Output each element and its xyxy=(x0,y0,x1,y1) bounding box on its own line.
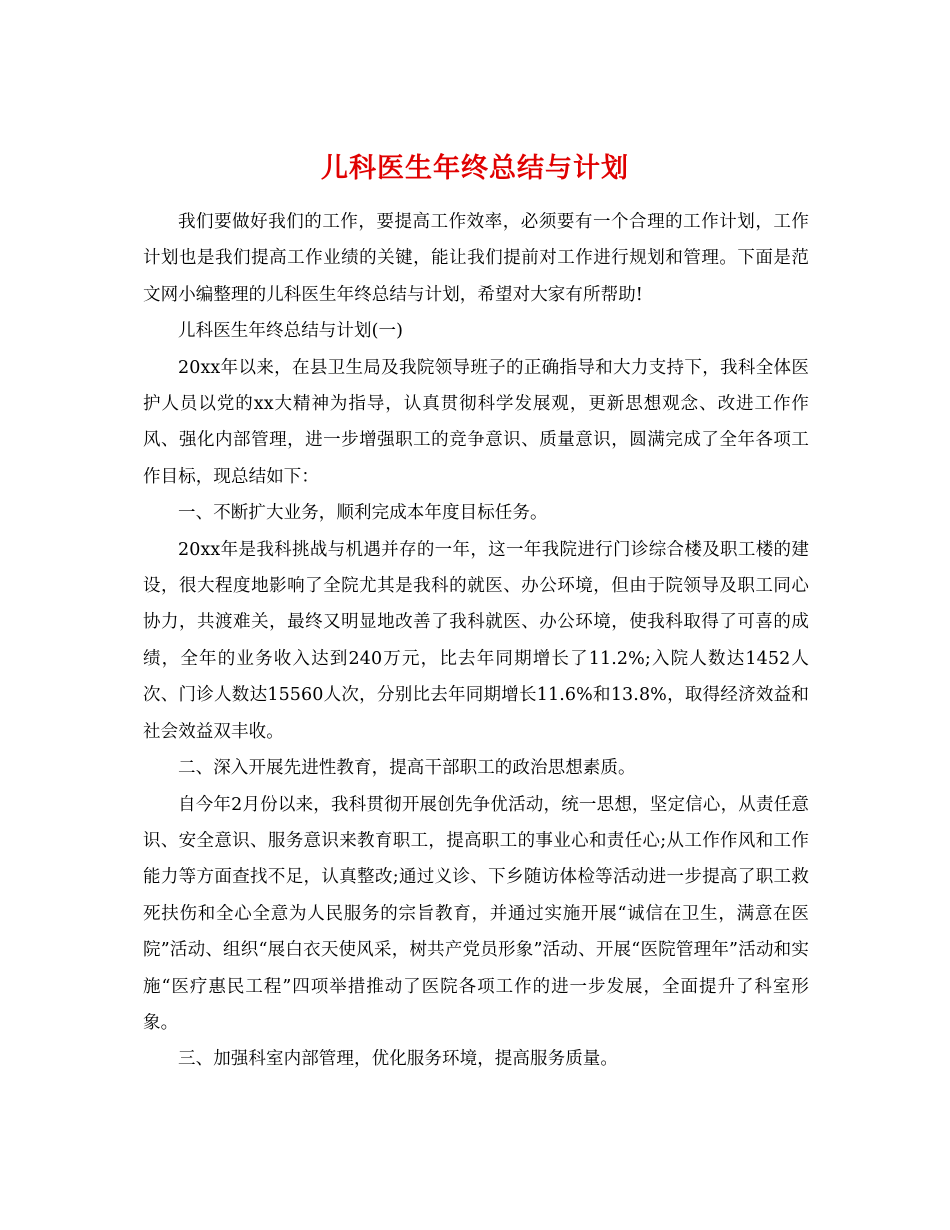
item-heading-3: 三、加强科室内部管理，优化服务环境，提高服务质量。 xyxy=(178,1049,618,1070)
summary-paragraph: 20xx年以来，在县卫生局及我院领导班子的正确指导和大力支持下，我科全体医护人员以党的xx大精神为指导，认真贯彻科学发展观，更新思想观念、改进工作作风、强化内部管理，进一步增强职工的竞争意识、质量意识，圆满完成了全年各项工作目标，现总结如下： xyxy=(143,357,809,487)
item-paragraph-1: 20xx年是我科挑战与机遇并存的一年，这一年我院进行门诊综合楼及职工楼的建设，很大程度地影响了全院尤其是我科的就医、办公环境，但由于院领导及职工同心协力，共渡难关，最终又明显地改善了我科就医、办公环境，使我科取得了可喜的成绩，全年的业务收入达到240万元，比去年同期增长了11.2%;入院人数达1452人次、门诊人数达15560人次，分别比去年同期增长11.6%和13.8%，取得经济效益和社会效益双丰收。 xyxy=(143,539,809,742)
section-heading: 儿科医生年终总结与计划(一) xyxy=(178,321,404,342)
item-paragraph-2: 自今年2月份以来，我科贯彻开展创先争优活动，统一思想，坚定信心，从责任意识、安全意识、服务意识来教育职工，提高职工的事业心和责任心;从工作作风和工作能力等方面查找不足，认真整改;通过义诊、下乡随访体检等活动进一步提高了职工救死扶伤和全心全意为人民服务的宗旨教育，并通过实施开展“诚信在卫生，满意在医院”活动、组织“展白衣天使风采，树共产党员形象”活动、开展“医院管理年”活动和实施“医疗惠民工程”四项举措推动了医院各项工作的进一步发展，全面提升了科室形象。 xyxy=(143,794,809,1033)
intro-paragraph: 我们要做好我们的工作，要提高工作效率，必须要有一个合理的工作计划，工作计划也是我们提高工作业绩的关键，能让我们提前对工作进行规划和管理。下面是范文网小编整理的儿科医生年终总结与计划，希望对大家有所帮助! xyxy=(143,212,809,305)
item-heading-1: 一、不断扩大业务，顺利完成本年度目标任务。 xyxy=(178,503,548,524)
document-body xyxy=(143,204,809,1078)
document-title: 儿科医生年终总结与计划 xyxy=(321,153,629,185)
item-heading-2: 二、深入开展先进性教育，提高干部职工的政治思想素质。 xyxy=(178,758,636,779)
